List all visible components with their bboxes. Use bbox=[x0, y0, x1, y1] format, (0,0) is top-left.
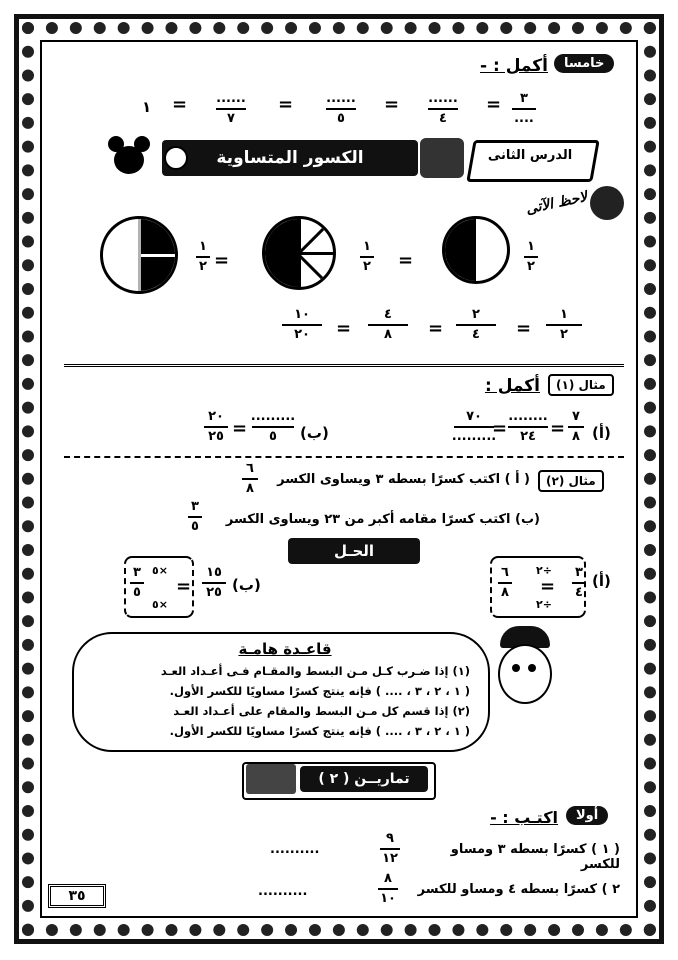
pie-frac-2: ١ ٢ bbox=[360, 240, 374, 275]
chain-frac-3: ...... ٥ bbox=[326, 91, 356, 127]
example2-part-a: ( أ ) اكتب كسرًا بسطه ٣ ويساوى الكسر bbox=[277, 472, 530, 487]
rule-line-3: (٢) إذا قسم كل مـن البسط والمقام على أعـداد العـد bbox=[173, 704, 470, 718]
section5-tag: خامسا bbox=[554, 54, 614, 73]
equiv-frac-1: ١ ٢ bbox=[546, 308, 582, 343]
ex2-b-frac: ٣ ٥ bbox=[188, 500, 202, 535]
cartoon-icon bbox=[590, 186, 624, 220]
equals-sign: = bbox=[278, 94, 294, 115]
reading-child-icon bbox=[246, 764, 296, 794]
equals-sign: = bbox=[486, 94, 502, 115]
q2-blank: .......... bbox=[258, 884, 308, 899]
sol-b-arrow-box bbox=[124, 556, 194, 618]
pie-eighths bbox=[100, 216, 178, 294]
equals-sign: = bbox=[336, 318, 352, 339]
pie-quarters bbox=[262, 216, 336, 290]
example1-part-a-label: (أ) bbox=[592, 424, 611, 442]
chain-frac-4: ...... ٧ bbox=[216, 91, 246, 127]
ex1-b-frac-1: ......... ٥ bbox=[250, 409, 296, 445]
page-number: ٣٥ bbox=[48, 884, 106, 908]
example1-label: مثال (١) bbox=[548, 374, 614, 396]
equals-sign: = bbox=[516, 318, 532, 339]
sol-b-op-top: ٥× bbox=[152, 564, 168, 577]
equals-sign: = bbox=[176, 576, 192, 597]
equals-sign: = bbox=[172, 94, 188, 115]
sol-a-op-top: ٢÷ bbox=[536, 564, 552, 577]
rule-title: قاعـدة هامـة bbox=[238, 640, 332, 658]
lesson-label: الدرس الثانى bbox=[487, 148, 573, 163]
sol-a-source-frac: ٦ ٨ bbox=[498, 566, 512, 601]
mickey-mouse-icon bbox=[104, 136, 156, 180]
chain-frac-2: ...... ٤ bbox=[428, 91, 458, 127]
circle-icon bbox=[164, 146, 188, 170]
lesson-mascot-icon bbox=[420, 138, 464, 178]
sol-b-op-bottom: ٥× bbox=[152, 598, 168, 611]
equiv-frac-2: ٢ ٤ bbox=[456, 308, 496, 343]
pie-frac-1: ١ ٢ bbox=[524, 240, 538, 275]
exercises-first-tag: أولا bbox=[566, 806, 608, 825]
q1-frac: ٩ ١٢ bbox=[380, 832, 400, 867]
equals-sign: = bbox=[384, 94, 400, 115]
notice-label: لاحظ الآتى bbox=[524, 189, 589, 218]
ex1-a-frac-1: ٧ ٨ bbox=[568, 410, 584, 445]
equiv-frac-3: ٤ ٨ bbox=[368, 308, 408, 343]
chain-frac-1: ٣ .... bbox=[512, 92, 536, 127]
equals-sign: = bbox=[398, 250, 414, 271]
lesson-title: الكسور المتساوية bbox=[162, 140, 418, 176]
sol-b-result-frac: ١٥ ٢٥ bbox=[202, 566, 226, 601]
equiv-frac-4: ١٠ ٢٠ bbox=[282, 308, 322, 343]
equals-sign: = bbox=[232, 418, 248, 439]
rule-line-4: ( ١ ، ٢ ، ٣ ، .... ) فإنه ينتج كسرًا مساويًا للكسر الأول. bbox=[169, 724, 470, 738]
ex1-b-frac-2: ٢٠ ٢٥ bbox=[204, 410, 228, 445]
example1-heading: أكمل : bbox=[484, 376, 540, 396]
solution-label: الحـل bbox=[288, 538, 420, 564]
equals-sign: = bbox=[428, 318, 444, 339]
example2-part-b: (ب) اكتب كسرًا مقامه أكبر من ٢٣ ويساوى الكسر bbox=[225, 512, 540, 527]
sol-a-op-bottom: ٢÷ bbox=[536, 598, 552, 611]
divider bbox=[64, 364, 624, 367]
ex2-a-frac: ٦ ٨ bbox=[242, 462, 258, 497]
q1-blank: .......... bbox=[270, 842, 320, 857]
solution-a-label: (أ) bbox=[592, 572, 611, 590]
equals-sign: = bbox=[214, 250, 230, 271]
exercises-first-heading: اكتـب : - bbox=[490, 808, 558, 827]
chain-last: ١ bbox=[142, 98, 152, 116]
divider bbox=[64, 456, 624, 458]
pie-frac-3: ١ ٢ bbox=[196, 240, 210, 275]
solution-b-label: (ب) bbox=[232, 576, 261, 594]
q1-text: ( ١ ) كسرًا بسطه ٣ ومساو للكسر bbox=[450, 842, 620, 872]
ex1-a-frac-2: ........ ٢٤ bbox=[508, 409, 548, 445]
equals-sign: = bbox=[540, 576, 556, 597]
q2-text: ٢ ) كسرًا بسطه ٤ ومساو للكسر bbox=[417, 882, 620, 897]
ex1-a-frac-3: ٧٠ ......... bbox=[451, 409, 497, 445]
q2-frac: ٨ ١٠ bbox=[378, 872, 398, 907]
example2-label: مثال (٢) bbox=[538, 470, 604, 492]
equals-sign: = bbox=[492, 418, 508, 439]
rule-line-1: (١) إذا ضـرب كـل مـن البسط والمقـام فـى أعـداد العـد bbox=[160, 664, 470, 678]
sol-a-result-frac: ٣ ٤ bbox=[572, 566, 586, 601]
example1-part-b-label: (ب) bbox=[300, 424, 329, 442]
sol-a-arrow-box bbox=[490, 556, 586, 618]
pie-half bbox=[442, 216, 510, 284]
rule-line-2: ( ١ ، ٢ ، ٣ ، .... ) فإنه ينتج كسرًا مساويًا للكسر الأول. bbox=[169, 684, 470, 698]
exercises-title: تماريــن ( ٢ ) bbox=[300, 766, 428, 792]
sol-b-source-frac: ٣ ٥ bbox=[130, 566, 144, 601]
section5-heading: أكمل : - bbox=[480, 56, 548, 76]
equals-sign: = bbox=[550, 418, 566, 439]
cartoon-boy-icon bbox=[490, 626, 556, 710]
